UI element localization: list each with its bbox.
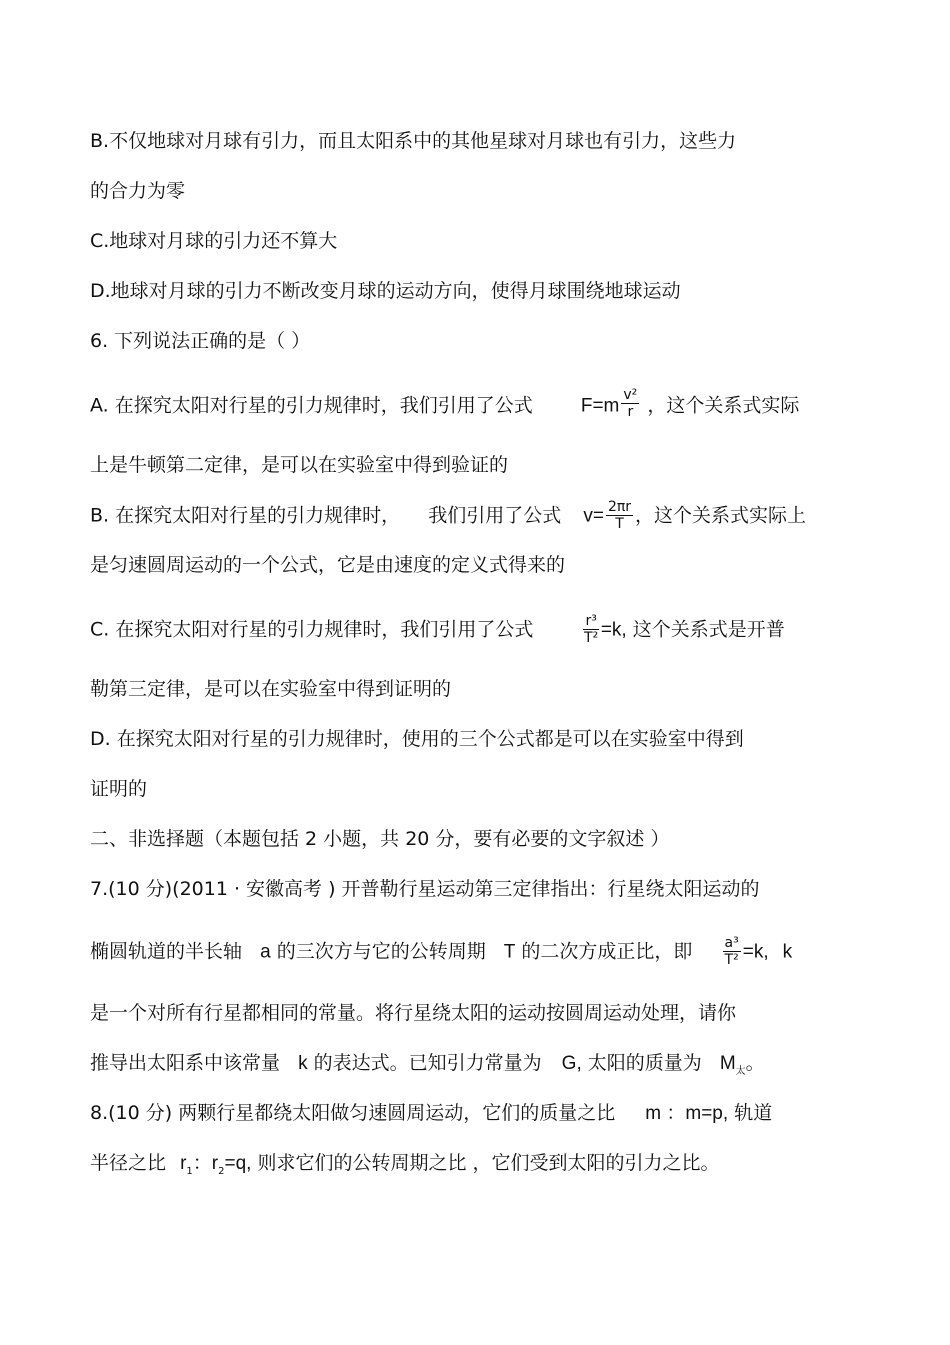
q6-option-b-line1 xyxy=(90,500,806,532)
q6-a-text-post: ，这个关系式实际 xyxy=(647,394,800,417)
q6-c-formula-rhs: =k, xyxy=(600,619,627,641)
q6-b-text: B. 在探究太阳对行星的引力规律时， xyxy=(90,504,401,527)
q7-var-M: M xyxy=(719,1053,736,1074)
q7-fraction-den: T² xyxy=(724,952,739,968)
q6-a-formula-lhs: F=m xyxy=(580,395,620,417)
q8-line2 xyxy=(90,1150,720,1185)
q7-line2 xyxy=(90,936,792,968)
q8-var-r1: r xyxy=(180,1153,187,1174)
q6-option-d-line1: D. 在探究太阳对行星的引力规律时，使用的三个公式都是可以在实验室中得到 xyxy=(90,728,744,750)
q6-option-a-line2: 上是牛顿第二定律，是可以在实验室中得到验证的 xyxy=(90,454,509,476)
q6-option-c-line1 xyxy=(90,614,785,646)
q6-a-text: A. 在探究太阳对行星的引力规律时，我们引用了公式 xyxy=(90,394,533,417)
q6-b-text-post: ，这个关系式实际上 xyxy=(635,504,807,527)
q6-c-fraction-num: r³ xyxy=(585,613,597,629)
q7-formula-rhs: =k, xyxy=(742,941,769,963)
q8-eq-q: =q, xyxy=(224,1153,252,1174)
q7-var-k: k xyxy=(782,941,793,963)
q7-line4-text-post: 太阳的质量为 xyxy=(587,1052,702,1074)
q7-line1: 7.(10 分)(2011 · 安徽高考 ) 开普勒行星运动第三定律指出：行星绕太阳运动的 xyxy=(90,878,760,900)
q8-line2-text-post: 则求它们的公转周期之比 ，它们受到太阳的引力之比。 xyxy=(257,1152,720,1174)
q6-c-fraction-den: T² xyxy=(584,630,599,646)
section2-heading: 二、非选择题（本题包括 2 小题，共 20 分，要有必要的文字叙述 ） xyxy=(90,828,670,850)
q6-a-fraction-den: r xyxy=(627,404,634,420)
q7-var-G: G, xyxy=(561,1053,582,1074)
q7-var-k2: k xyxy=(298,1053,308,1074)
q6-c-text-post: 这个关系式是开普 xyxy=(632,618,785,641)
q6-b-fraction xyxy=(606,500,633,532)
q6-stem: 6. 下列说法正确的是（ ） xyxy=(90,330,311,352)
q7-line2-text-post: 的二次方成正比，即 xyxy=(521,940,693,963)
q8-line1-text: 8.(10 分) 两颗行星都绕太阳做匀速圆周运动，它们的质量之比 xyxy=(90,1102,616,1124)
q7-line4-text-mid: 的表达式。已知引力常量为 xyxy=(313,1052,542,1074)
q8-var-r1-sub: 1 xyxy=(186,1165,193,1177)
q6-a-fraction-num: v² xyxy=(623,387,638,403)
q6-option-d-line2: 证明的 xyxy=(90,778,148,800)
q6-b-formula-lhs: v= xyxy=(583,505,604,527)
q5-option-c: C.地球对月球的引力还不算大 xyxy=(90,230,338,252)
q7-line2-text: 椭圆轨道的半长轴 xyxy=(90,940,243,963)
q7-fraction xyxy=(723,936,741,968)
q5-option-d: D.地球对月球的引力不断改变月球的运动方向，使得月球围绕地球运动 xyxy=(90,280,681,302)
q5-option-b-line2: 的合力为零 xyxy=(90,180,186,202)
q7-var-T: T xyxy=(503,941,516,963)
q7-line3: 是一个对所有行星都相同的常量。将行星绕太阳的运动按圆周运动处理，请你 xyxy=(90,1002,737,1024)
q8-line2-text: 半径之比 xyxy=(90,1152,167,1174)
q6-c-text: C. 在探究太阳对行星的引力规律时，我们引用了公式 xyxy=(90,618,534,641)
q7-line4 xyxy=(90,1050,765,1085)
q7-line4-end: 。 xyxy=(745,1052,765,1074)
q7-line4-text: 推导出太阳系中该常量 xyxy=(90,1052,281,1074)
q6-b-text-mid: 我们引用了公式 xyxy=(428,504,562,527)
q6-a-fraction xyxy=(621,388,639,420)
q8-line1-text-post: 轨道 xyxy=(734,1102,773,1124)
q7-var-M-sub: 太 xyxy=(735,1065,746,1077)
q6-option-a-line1 xyxy=(90,387,800,422)
q7-var-a: a xyxy=(260,941,271,963)
q6-option-b-line2: 是匀速圆周运动的一个公式，它是由速度的定义式得来的 xyxy=(90,554,566,576)
q8-colon-r2: ：r xyxy=(192,1153,219,1174)
q8-line1 xyxy=(90,1100,772,1127)
q8-var-r2-sub: 2 xyxy=(218,1165,225,1177)
q7-fraction-num: a³ xyxy=(724,935,739,951)
q6-b-fraction-den: T xyxy=(615,516,624,532)
q6-option-c-line2: 勒第三定律，是可以在实验室中得到证明的 xyxy=(90,678,452,700)
q8-mass-ratio: m ：m=p, xyxy=(645,1103,729,1124)
q6-b-fraction-num: 2πr xyxy=(607,499,632,515)
q7-line2-text-mid: 的三次方与它的公转周期 xyxy=(276,940,486,963)
q5-option-b-line1: B.不仅地球对月球有引力，而且太阳系中的其他星球对月球也有引力，这些力 xyxy=(90,130,737,152)
q6-c-fraction xyxy=(583,614,598,646)
